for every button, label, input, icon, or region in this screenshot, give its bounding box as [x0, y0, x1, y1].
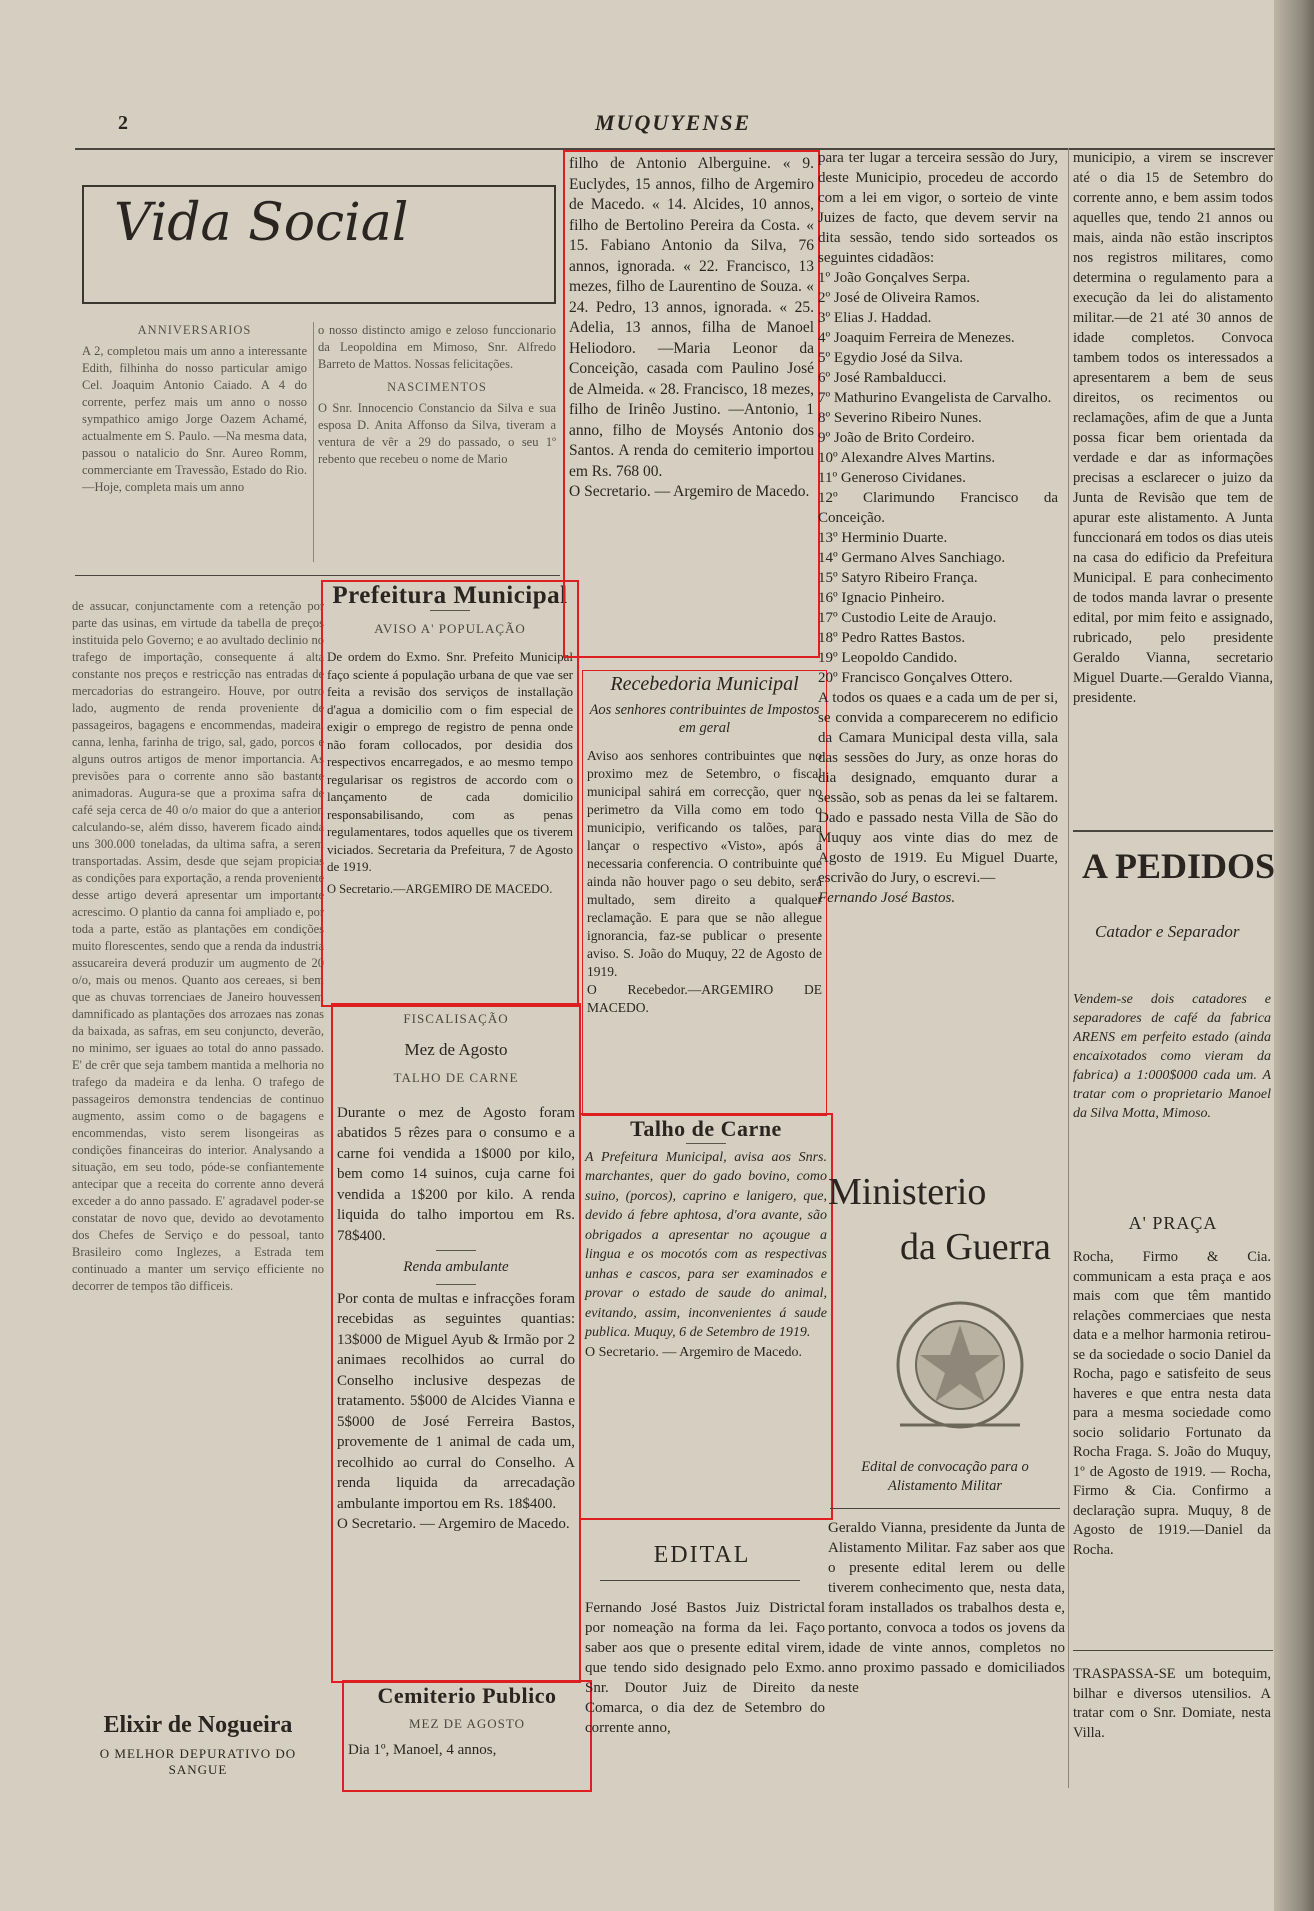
anniversarios-text: A 2, completou mais um anno a interessante Edith, filhinha do nosso particular amigo Cel. Joaquim Antonio Caiado. A 4 do corrente, perfez mais um anno o nosso sympathico amigo Jorge Oazem Achamé, actualmente em S. Paulo. —Na mesma data, passou o natalicio do Snr. Aureo Romm, commerciante em Travessão, Estado do Rio. —Hoje, completa mais um anno	[82, 344, 307, 494]
vida-social-title: Vida Social	[114, 193, 409, 253]
jury-list-item: 3º Elias J. Haddad.	[818, 310, 932, 326]
ministerio-text: Geraldo Vianna, presidente da Junta de Alistamento Militar. Faz saber aos que o presente edital lerem ou delle tiverem conhecimento que, nesta data, foram installados os trabalhos desta e, portanto, convoca a todos os jovens da idade de vinte annos, completos no anno proximo passado e domiciliados neste	[828, 1520, 1065, 1696]
jury-closing: A todos os quaes e a cada um de per si, se convida a comparecerem no edificio da Camara Municipal desta villa, sala das sessões do Jury, as onze horas do dia designado, emquanto durar a sessão, sob as penas da lei se faltarem. Dado e passado nesta Villa de São do Muquy aos vinte dias do mez de Agosto de 1919. Eu Miguel Duarte, escrivão do Jury, o escrevi.—	[818, 690, 1058, 886]
obituary-signature: O Secretario. — Argemiro de Macedo.	[569, 483, 810, 500]
jury-list-item: 13º Herminio Duarte.	[818, 530, 948, 546]
page-number: 2	[118, 112, 128, 134]
prefeitura-text: De ordem do Exmo. Snr. Prefeito Municipal faço sciente á população urbana de que vae ser feita a revisão dos serviços de installação d'agua a domicilio com o fim especial de exigir o emprego de registro de penna onde não foram collocados, por desidia dos respectivos encarregados, e ao mesmo tempo regularisar os registros de accordo com o lançamento de cada domicilio responsabilisando, com as penas regulamentares, todos aquelles que os tiverem viciados. Secretaria da Prefeitura, 7 de Agosto de 1919.	[327, 649, 573, 874]
talho-title: Talho de Carne	[630, 1116, 782, 1141]
jury-signature: Fernando José Bastos.	[818, 890, 956, 906]
jury-list-item: 9º João de Brito Cordeiro.	[818, 430, 975, 446]
praca-title: A' PRAÇA	[1128, 1213, 1218, 1233]
cemiterio-notice	[342, 1680, 592, 1792]
ministerio-title-line1: Ministerio	[828, 1171, 987, 1213]
page-edge-shadow	[1274, 0, 1314, 1911]
jury-list-item: 20º Francisco Gonçalves Ottero.	[818, 670, 1013, 686]
catador-text: Vendem-se dois catadores e separadores de café da fabrica ARENS em perfeito estado (ainda encaixotados como vieram da fabrica) a 1:000$000 cada um. A tratar com o proprietario Manoel da Silva Motta, Mimoso.	[1073, 992, 1271, 1121]
section-rule	[1073, 1650, 1273, 1651]
cemiterio-text: Dia 1º, Manoel, 4 annos,	[348, 1742, 497, 1758]
prefeitura-signature: O Secretario.—ARGEMIRO DE MACEDO.	[327, 881, 553, 896]
jury-list-item: 4º Joaquim Ferreira de Menezes.	[818, 330, 1015, 346]
ministerio-rule	[830, 1508, 1060, 1509]
recebedoria-notice	[582, 670, 827, 1116]
fiscalisacao-heading: FISCALISAÇÃO	[403, 1011, 509, 1026]
prefeitura-subtitle: AVISO A' POPULAÇÃO	[374, 620, 526, 636]
left-column-text: de assucar, conjunctamente com a retenção por parte das usinas, em virtude da tabella de preços instituida pelo Governo; e ao avultado declinio no trafego de importação, consequente á alta constante nos preços e restricção nas entradas de mercadorias do estrangeiro. Houve, por outro lado, augmento de renda proveniente de passageiros, bagagens e encommendas, madeira, canna, lenha, farinha de trigo, sal, gado, porcos e alguns outros artigos de menor importancia. As previsões para o corrente anno são bastante animadoras. Augura-se que a proxima safra de café seja cerca de 40 o/o maior do que a anterior, calculando-se, além disso, haverem ficado ainda uns 300.000 toneladas, da ultima safra, a serem transportadas. Assim, desde que sejam propicias as condições para exportação, a renda proveniente desse artigo deverá apresentar um importante acrescimo. O plantio da canna foi ampliado e, por toda a parte, estão as plantações em condições muito florescentes, sendo que a renda da industria assucareira deverá produzir um augmento de 20 o/o, mais ou menos. Quanto aos cereaes, si bem que as chuvas torrenciaes de Janeiro houvessem damnificado as plantações dos arrozaes nas zonas da baixada, as safras, em seu conjuncto, deverão, no minimo, ser iguaes ao total do anno passado. E' de crêr que seja tambem mantida a melhoria no trafego da madeira e da lenha. O trafego de passageiros demonstra tendencias de continuo augmento, assim como o de bagagens e encommendas, visto serem lisongeiras as condições financeiras do interior. Analysando a situação, em seu todo, póde-se confiantemente antecipar que a receita do corrente anno deverá exceder a do anno passado. E' agradavel poder-se constatar de novo que, devido ao devotamento dos Chefes de Serviço e do pessoal, tanto Brasileiro como Inglezes, a Estrada tem continuado a manter um serviço efficiente no decorrer de tempos tão difficeis.	[72, 599, 324, 1293]
obituary-list	[563, 150, 820, 658]
prefeitura-title: Prefeitura Municipal	[332, 582, 568, 609]
fiscalisacao-month: Mez de Agosto	[404, 1039, 508, 1059]
talho-signature: O Secretario. — Argemiro de Macedo.	[585, 1344, 803, 1360]
jury-list-item: 17º Custodio Leite de Araujo.	[818, 610, 997, 626]
edital-title: EDITAL	[653, 1542, 751, 1568]
jury-list-item: 19º Leopoldo Candido.	[818, 650, 958, 666]
elixir-ad-subtitle: O MELHOR DEPURATIVO DO SANGUE	[99, 1746, 297, 1777]
fiscalisacao-notice	[331, 1003, 581, 1683]
recebedoria-sub: Aos senhores contribuintes de Impostos em geral	[589, 702, 820, 736]
recebedoria-text: Aviso aos senhores contribuintes que no proximo mez de Setembro, o fiscal municipal sahirá em correcção, quer no perimetro da Villa como em todo o municipio, verificando os talões, para lançar o respectivo «Visto», após a necessaria conferencia. O contribuinte que ainda não houver pago o seu debito, será multado, sem direito a qualquer reclamação. E para que se não allegue ignorancia, faz-se publicar o presente aviso. S. João do Muquy, 22 de Agosto de 1919.	[587, 748, 822, 979]
cemiterio-title: Cemiterio Publico	[377, 1683, 557, 1708]
prefeitura-notice	[321, 580, 579, 1007]
jury-list-item: 6º José Rambalducci.	[818, 370, 947, 386]
jury-list-item: 11º Generoso Cividanes.	[818, 470, 966, 486]
jury-list-item: 16º Ignacio Pinheiro.	[818, 590, 945, 606]
obituary-text: filho de Antonio Alberguine. « 9. Euclydes, 15 annos, filho de Argemiro de Macedo. « 14. Alcides, 10 annos, filho de Bertolino Pereira da Costa. « 15. Fabiano Antonio da Silva, 76 annos, ignorada. « 22. Francisco, 13 mezes, filho de Laurentino de Souza. « 24. Pedro, 13 annos, ignorada. « 25. Adelia, 13 annos, filha de Manoel Heliodoro. —Maria Leonor da Conceição, casada com Paulino José de Almeida. « 28. Francisco, 18 mezes, filho de Irinêo Justino. —Antonio, 1 anno, filho de Moysés Antonio dos Santos. A renda do cemiterio importou em Rs. 768 00.	[569, 155, 814, 480]
fiscalisacao-text1: Durante o mez de Agosto foram abatidos 5 rêzes para o consumo e a carne foi vendida a 1$000 por kilo, bem como 14 suinos, cuja carne foi vendida a 1$200 por kilo. A renda liquida do talho importou em Rs. 78$400.	[337, 1104, 575, 1244]
jury-list-item: 10º Alexandre Alves Martins.	[818, 450, 996, 466]
column-divider	[1068, 148, 1069, 1788]
separator	[430, 610, 470, 611]
masthead: MUQUYENSE	[595, 110, 752, 135]
ministerio-caption: Edital de convocação para o Alistamento Militar	[861, 1459, 1029, 1494]
separator	[436, 1250, 476, 1251]
recebedoria-title: Recebedoria Municipal	[610, 673, 799, 695]
vida-social-col2-text: o nosso distincto amigo e zeloso funccionario da Leopoldina em Mimoso, Snr. Alfredo Barreto de Mattos. Nossas felicitações.	[318, 323, 556, 371]
separator	[436, 1284, 476, 1285]
catador-title: Catador e Separador	[1095, 922, 1240, 941]
renda-heading: Renda ambulante	[403, 1259, 509, 1275]
jury-column	[818, 148, 1058, 1133]
nascimentos-text: O Snr. Innocencio Constancio da Silva e sua esposa D. Anita Affonso da Silva, tiveram a ventura de vêr a 29 do passado, o seu 1º rebento que recebeu o nome de Mario	[318, 401, 556, 466]
jury-text: para ter lugar a terceira sessão do Jury, deste Municipio, procedeu de accordo com a lei em vigor, o sorteio de vinte Juizes de facto, que devem servir na dita sessão, tendo sido sorteados os seguintes cidadãos:	[818, 150, 1058, 266]
cemiterio-sub: MEZ DE AGOSTO	[408, 1715, 526, 1731]
fiscalisacao-sub: TALHO DE CARNE	[393, 1070, 519, 1085]
anniversarios-heading: ANNIVERSARIOS	[137, 323, 252, 337]
section-rule	[1073, 830, 1273, 832]
vida-social-col1	[82, 322, 307, 567]
praca-text: Rocha, Firmo & Cia. communicam a esta praça e aos mais com que têm mantido relações commerciaes que nesta data e a melhor harmonia retirou-se da sociedade o socio Daniel da Rocha, pago e satisfeito de seus haveres e que entra nesta data para a mesma sociedade como socio solidario Fortunato da Rocha Fraga. S. João do Muquy, 1º de Agosto de 1919. — Rocha, Firmo & Cia. Confirmo a declaração supra. Muquy, 8 de Agosto de 1919.—Daniel da Rocha.	[1073, 1249, 1271, 1558]
nascimentos-heading: NASCIMENTOS	[387, 380, 487, 394]
jury-list-item: 15º Satyro Ribeiro França.	[818, 570, 978, 586]
edital-text: Fernando José Bastos Juiz Districtal por nomeação na forma da lei. Faço saber aos que o presente edital virem, que tendo sido designado pelo Exmo. Snr. Doutor Juiz de Direito da Comarca, o dia dez de Setembro do corrente anno,	[585, 1600, 825, 1736]
fiscalisacao-text2: Por conta de multas e infracções foram recebidas as seguintes quantias: 13$000 de Miguel Ayub & Irmão por 2 animaes recolhidos ao curral do Conselho inclusive despezas de tratamento. 5$000 de Alcides Vianna e 5$000 de José Ferreira Bastos, provemente de 1 animal de cada um, recolhido ao curral do Conselho. A renda liquida da arrecadação ambulante importou em Rs. 18$400.	[337, 1290, 575, 1512]
section-rule	[75, 575, 560, 576]
vida-social-banner	[82, 185, 556, 304]
talho-notice	[579, 1113, 833, 1520]
ministerio-title-line2: da Guerra	[900, 1226, 1051, 1268]
jury-list-item: 8º Severino Ribeiro Nunes.	[818, 410, 982, 426]
column-divider	[313, 322, 314, 562]
separator	[686, 1143, 726, 1144]
elixir-ad-title: Elixir de Nogueira	[103, 1712, 293, 1738]
vida-social-col2	[318, 322, 556, 567]
talho-text: A Prefeitura Municipal, avisa aos Snrs. marchantes, quer do gado bovino, como suino, (porcos), caprino e lanigero, que, devido á febre aphtosa, d'ora avante, são obrigados a apresentar no açougue a lingua e os mocotós com as respectivas unhas e cascos, para ser examinados e provar o estado de saude do animal, evitando, assim, inconvenientes á saude publica. Muquy, 6 de Setembro de 1919.	[585, 1149, 827, 1340]
edital-rule	[600, 1580, 800, 1581]
recebedoria-signature: O Recebedor.—ARGEMIRO DE MACEDO.	[587, 982, 822, 1015]
jury-list-item: 5º Egydio José da Silva.	[818, 350, 964, 366]
fiscalisacao-signature: O Secretario. — Argemiro de Macedo.	[337, 1516, 570, 1532]
coat-of-arms-icon	[885, 1290, 1035, 1440]
jury-list-item: 1º João Gonçalves Serpa.	[818, 270, 971, 286]
a-pedidos-heading: A PEDIDOS	[1082, 846, 1276, 886]
jury-list-item: 12º Clarimundo Francisco da Conceição.	[818, 490, 1058, 526]
jury-list-item: 14º Germano Alves Sanchiago.	[818, 550, 1006, 566]
jury-list-item: 18º Pedro Rattes Bastos.	[818, 630, 966, 646]
jury-list-item: 7º Mathurino Evangelista de Carvalho.	[818, 390, 1052, 406]
jury-list-item: 2º José de Oliveira Ramos.	[818, 290, 980, 306]
traspassa-ad: TRASPASSA-SE um botequim, bilhar e diversos utensilios. A tratar com o Snr. Domiate, nesta Villa.	[1073, 1666, 1271, 1741]
right-column-text: municipio, a virem se inscrever até o dia 15 de Setembro do corrente anno, e bem assim todos aquelles que, tendo 21 annos ou mais, ainda não estão inscriptos nos registros militares, como determina o regulamento para a execução da lei do alistamento militar.—de 21 até 30 annos de idade completos. Convoca tambem todos os interessados a apresentarem a bem de seus direitos, os recimentos ou reclamações, afim de que a Junta possa ficar bem orientada da verdade e dar as informações precisas a esclarecer o juizo da Junta de Revisão que tem de apurar este alistamento. A Junta funccionará em todos os dias uteis na casa do edificio da Prefeitura Municipal. E para conhecimento de todos manda lavrar o presente edital, por mim feito e assignado, rubricado, pelo presidente Geraldo Vianna, secretario Miguel Duarte.—Geraldo Vianna, presidente.	[1073, 150, 1273, 706]
